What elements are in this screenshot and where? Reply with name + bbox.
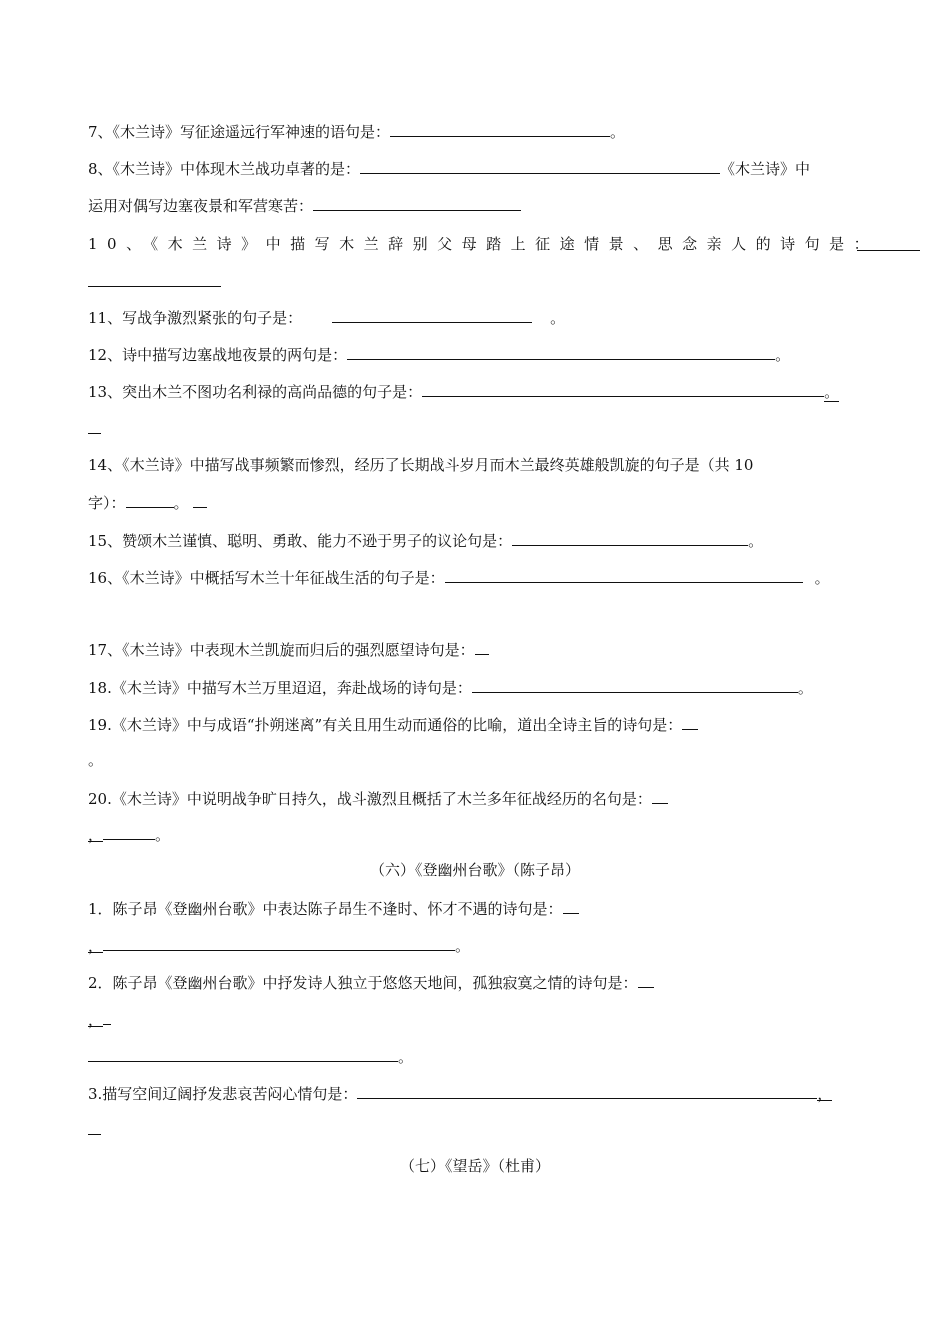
answer-blank[interactable]: [857, 250, 920, 251]
section-title: （六）《登幽州台歌》（陈子昂）: [369, 861, 580, 879]
answer-blank[interactable]: [652, 787, 668, 804]
answer-blank[interactable]: [347, 343, 775, 360]
answer-blank[interactable]: [682, 713, 698, 730]
answer-blank[interactable]: [193, 491, 207, 508]
question-text: 2．陈子昂《登幽州台歌》中抒发诗人独立于悠悠天地间，孤独寂寞之情的诗句是：: [88, 974, 638, 992]
question-19: [88, 713, 698, 735]
question-19-end: 。: [88, 751, 104, 769]
s6-question-2: [88, 971, 654, 993]
answer-blank[interactable]: [88, 433, 101, 434]
question-text: 17、《木兰诗》中表现木兰凯旋而归后的强烈愿望诗句是：: [88, 641, 475, 659]
question-text: 18.《木兰诗》中描写木兰万里迢迢，奔赴战场的诗句是：: [88, 679, 472, 697]
question-text: 8、《木兰诗》中体现木兰战功卓著的是：: [88, 160, 361, 178]
answer-blank[interactable]: [88, 1045, 398, 1062]
question-text: 13、突出木兰不图功名利禄的高尚品德的句子是：: [88, 383, 423, 401]
question-text: 14、《木兰诗》中描写战事频繁而惨烈，经历了长期战斗岁月而木兰最终英雄般凯旋的句子是（共 10: [88, 456, 754, 474]
answer-blank[interactable]: [445, 566, 803, 583]
answer-blank[interactable]: [390, 120, 610, 137]
s6-question-3: [88, 1082, 832, 1104]
answer-blank[interactable]: ，: [817, 1085, 833, 1103]
question-text: 20.《木兰诗》中说明战争旷日持久，战斗激烈且概括了木兰多年征战经历的名句是：: [88, 790, 652, 808]
answer-blank[interactable]: [422, 380, 824, 397]
question-text: 15、赞颂木兰谨慎、聪明、勇敢、能力不逊于男子的议论句是：: [88, 532, 513, 550]
question-16: 16、《木兰诗》中概括写木兰十年征战生活的句子是： 。: [88, 566, 830, 588]
answer-blank[interactable]: [475, 638, 489, 655]
answer-blank[interactable]: [103, 1008, 111, 1025]
question-text: 3.描写空间辽阔抒发悲哀苦闷心情句是：: [88, 1085, 358, 1103]
question-11: 11、写战争激烈紧张的句子是： 。: [88, 306, 565, 328]
question-20: [88, 787, 668, 809]
answer-blank[interactable]: [563, 897, 579, 914]
answer-blank[interactable]: [472, 676, 798, 693]
s6-question-2-line2: [88, 1008, 111, 1030]
s6-question-1: [88, 897, 579, 919]
question-17: [88, 638, 489, 660]
answer-blank[interactable]: [357, 1082, 817, 1099]
question-20-line2: ， 。: [88, 823, 170, 845]
question-10: [88, 234, 878, 254]
question-text: 12、诗中描写边塞战地夜景的两句是：: [88, 346, 348, 364]
question-text: 10、《木兰诗》中描写木兰辞别父母踏上征途情景、思念亲人的诗句是：: [88, 235, 879, 253]
answer-blank[interactable]: [88, 286, 221, 287]
answer-blank[interactable]: ，: [88, 826, 104, 844]
answer-blank[interactable]: [313, 194, 521, 211]
question-14-line2: 字）： 。: [88, 491, 207, 513]
question-text: 16、《木兰诗》中概括写木兰十年征战生活的句子是：: [88, 569, 445, 587]
answer-blank[interactable]: ，: [88, 1011, 104, 1029]
question-12: 12、诗中描写边塞战地夜景的两句是： 。: [88, 343, 790, 365]
answer-blank[interactable]: [126, 491, 174, 508]
answer-blank[interactable]: ，: [88, 937, 104, 955]
question-15: 15、赞颂木兰谨慎、聪明、勇敢、能力不逊于男子的议论句是： 。: [88, 529, 763, 551]
question-text: 运用对偶写边塞夜景和军营寒苦：: [88, 197, 314, 215]
s6-question-1-line2: ， 。: [88, 934, 470, 956]
answer-blank[interactable]: [638, 971, 654, 988]
answer-blank[interactable]: [103, 934, 455, 951]
question-text: 1．陈子昂《登幽州台歌》中表达陈子昂生不逢时、怀才不遇的诗句是：: [88, 900, 563, 918]
question-18: 18.《木兰诗》中描写木兰万里迢迢，奔赴战场的诗句是： 。: [88, 676, 813, 698]
section-title: （七）《望岳》（杜甫）: [399, 1157, 550, 1175]
question-text: 7、《木兰诗》写征途遥远行军神速的语句是：: [88, 123, 391, 141]
answer-blank[interactable]: [103, 823, 155, 840]
question-8-line2: [88, 194, 521, 216]
question-text: 11、写战争激烈紧张的句子是：: [88, 309, 303, 327]
question-7: 7、《木兰诗》写征途遥远行军神速的语句是： 。: [88, 120, 625, 142]
question-text: 19.《木兰诗》中与成语“扑朔迷离”有关且用生动而通俗的比喻，道出全诗主旨的诗句是：: [88, 716, 683, 734]
question-13: 13、突出木兰不图功名利禄的高尚品德的句子是： 。: [88, 380, 839, 402]
answer-blank[interactable]: [512, 529, 748, 546]
question-8: 8、《木兰诗》中体现木兰战功卓著的是： 《木兰诗》中: [88, 157, 810, 179]
question-14: [88, 455, 753, 475]
answer-blank[interactable]: [88, 1134, 101, 1135]
answer-blank[interactable]: [332, 306, 532, 323]
answer-blank[interactable]: [360, 157, 720, 174]
s6-question-2-line3: 。: [88, 1045, 413, 1067]
